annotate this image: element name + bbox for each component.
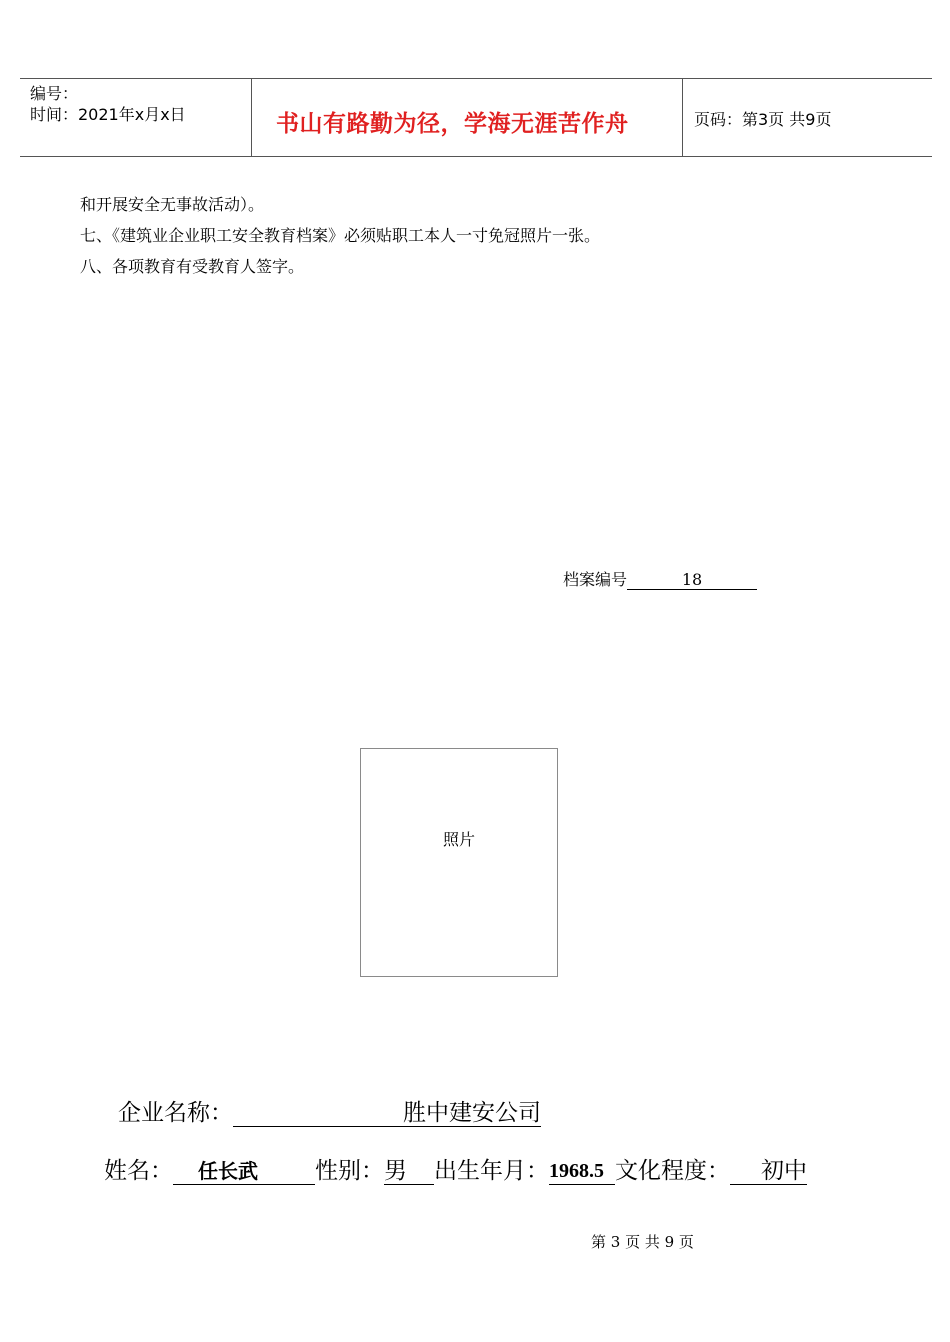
header-top-border	[20, 78, 932, 79]
company-row	[118, 1094, 541, 1127]
person-row	[104, 1152, 807, 1185]
header-bottom-border	[20, 156, 932, 157]
archive-number	[563, 567, 757, 590]
page-footer: 第 3 页 共 9 页	[591, 1233, 694, 1251]
photo-placeholder	[360, 748, 558, 977]
company-label: 企业名称：	[118, 1100, 233, 1126]
photo-label: 照片	[442, 830, 475, 849]
education-value: 初中	[730, 1158, 807, 1185]
gender-value: 男	[384, 1158, 434, 1185]
header-number-label: 编号：	[30, 84, 79, 103]
header-divider-left	[251, 78, 252, 156]
archive-number-label: 档案编号	[563, 570, 628, 589]
body-line-2: 七、《建筑业企业职工安全教育档案》必须贴职工本人一寸免冠照片一张。	[80, 226, 601, 245]
header-divider-right	[682, 78, 683, 156]
header-page-info: 页码：第3页 共9页	[694, 110, 832, 129]
gender-label: 性别：	[315, 1158, 384, 1184]
education-label: 文化程度：	[615, 1158, 730, 1184]
archive-number-value: 18	[627, 570, 757, 590]
header-motto: 书山有路勤为径，学海无涯苦作舟	[276, 111, 629, 137]
company-value: 胜中建安公司	[233, 1100, 541, 1127]
body-line-3: 八、各项教育有受教育人签字。	[80, 257, 305, 276]
header-time-label: 时间：2021年x月x日	[30, 105, 186, 124]
name-label: 姓名：	[104, 1158, 173, 1184]
body-line-1: 和开展安全无事故活动）。	[80, 195, 265, 214]
birth-label: 出生年月：	[434, 1158, 549, 1184]
birth-value: 1968.5	[549, 1158, 615, 1185]
name-value: 任长武	[198, 1159, 258, 1183]
